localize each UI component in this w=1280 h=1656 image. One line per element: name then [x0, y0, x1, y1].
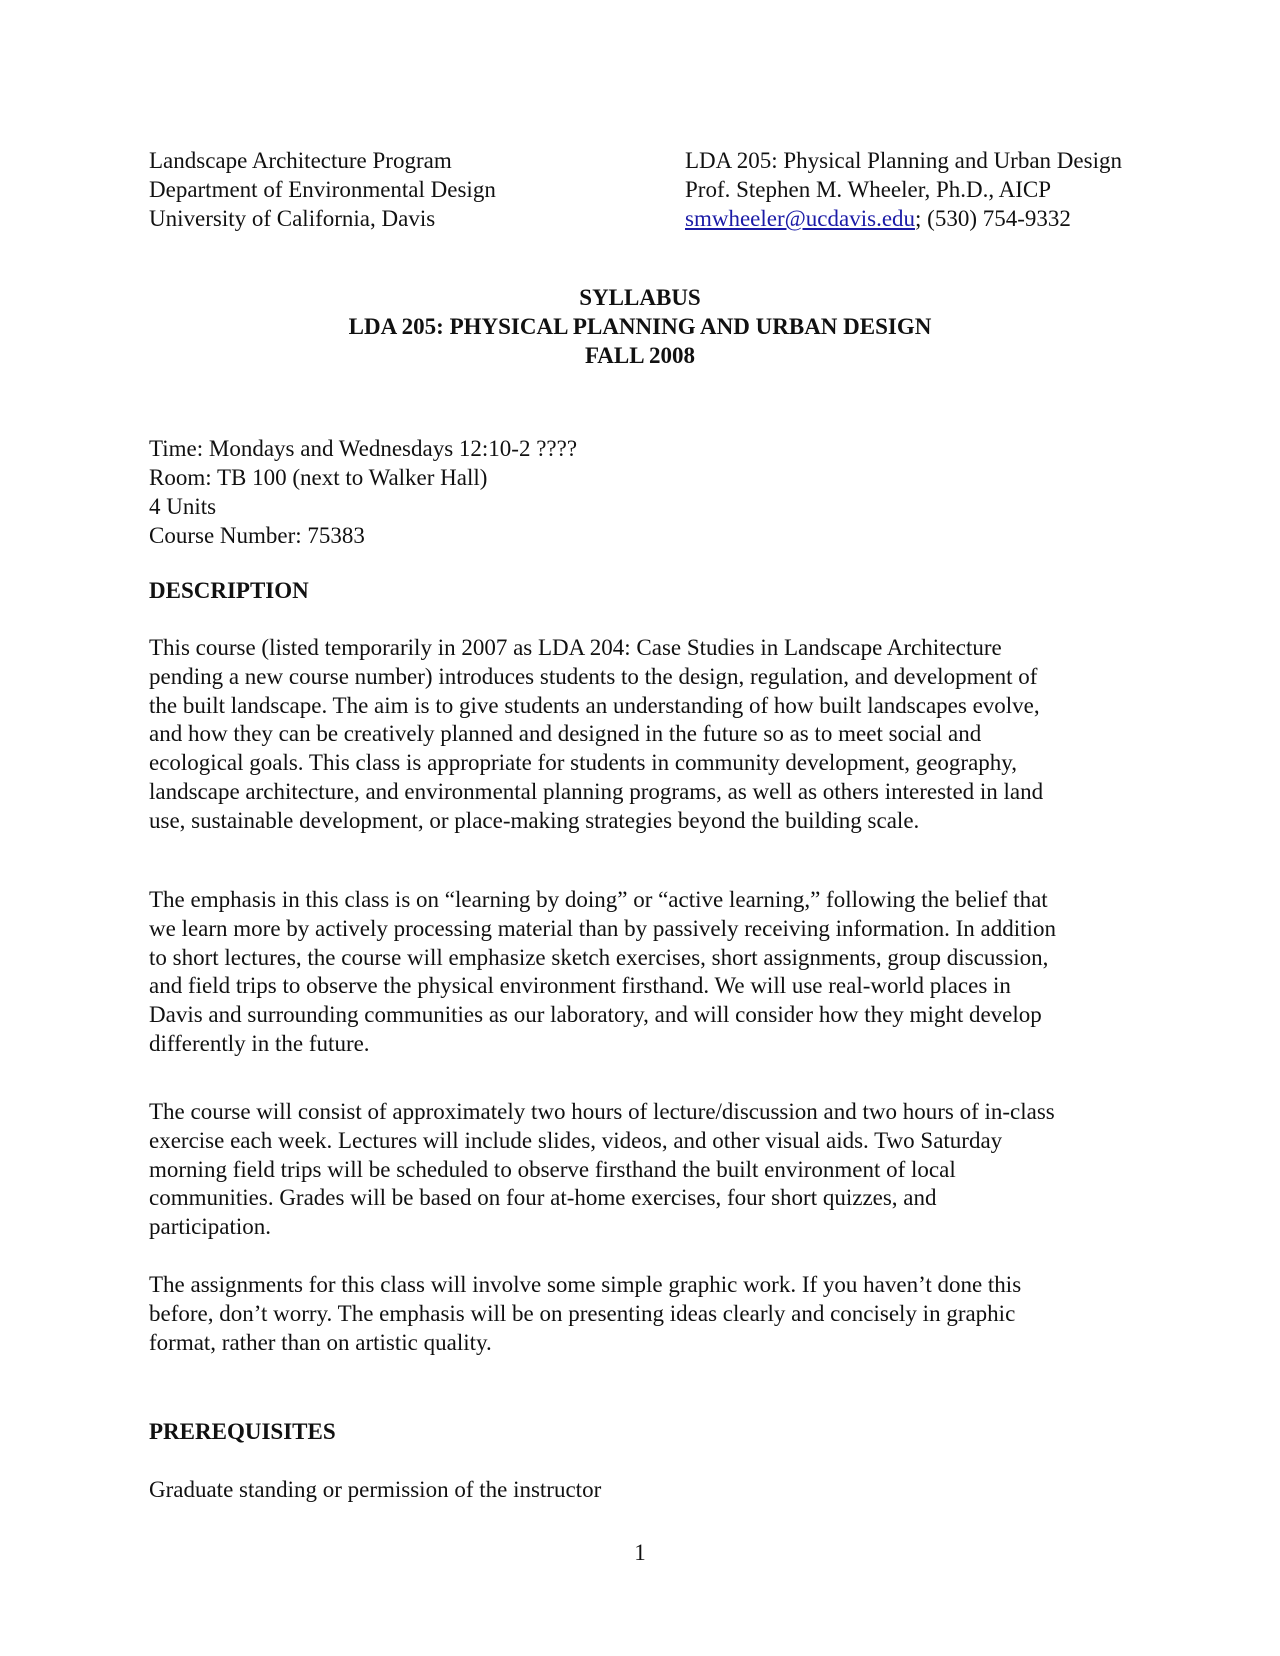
paragraph-line: Davis and surrounding communities as our laboratory, and will consider how they might develop [149, 1002, 1042, 1028]
university-name: University of California, Davis [149, 206, 436, 231]
description-heading: DESCRIPTION [149, 578, 309, 603]
description-paragraph-3 [149, 1098, 1159, 1242]
paragraph-line: ecological goals. This class is appropriate for students in community development, geography, [149, 750, 1018, 776]
paragraph-line: pending a new course number) introduces students to the design, regulation, and development of [149, 663, 1038, 689]
course-room: Room: TB 100 (next to Walker Hall) [149, 465, 488, 490]
description-paragraph-1 [149, 634, 1159, 836]
instructor-name: Prof. Stephen M. Wheeler, Ph.D., AICP [685, 177, 1051, 202]
program-info [149, 146, 496, 233]
title-line-2: LDA 205: PHYSICAL PLANNING AND URBAN DESIGN [348, 314, 932, 339]
paragraph-line: the built landscape. The aim is to give students an understanding of how built landscapes evolve, [149, 692, 1040, 718]
paragraph-line: communities. Grades will be based on four at-home exercises, four short quizzes, and [149, 1185, 937, 1211]
paragraph-line: to short lectures, the course will emphasize sketch exercises, short assignments, group discussion, [149, 944, 1049, 970]
page-number: 1 [634, 1540, 646, 1565]
paragraph-line: we learn more by actively processing material than by passively receiving information. In addition [149, 915, 1056, 941]
paragraph-line: The course will consist of approximately two hours of lecture/discussion and two hours of in-class [149, 1099, 1055, 1124]
paragraph-line: and field trips to observe the physical environment firsthand. We will use real-world places in [149, 973, 1011, 999]
paragraph-line: This course (listed temporarily in 2007 as LDA 204: Case Studies in Landscape Architecture [149, 635, 1002, 660]
course-title: LDA 205: Physical Planning and Urban Design [685, 148, 1122, 173]
contact-line [685, 204, 1122, 233]
paragraph-line: landscape architecture, and environmental planning programs, as well as others interested in land [149, 778, 1044, 804]
instructor-info [685, 146, 1122, 233]
prerequisites-text: Graduate standing or permission of the instructor [149, 1477, 602, 1502]
paragraph-line: format, rather than on artistic quality. [149, 1329, 492, 1355]
course-info [149, 434, 577, 550]
department-name: Department of Environmental Design [149, 177, 496, 202]
paragraph-line: differently in the future. [149, 1030, 370, 1056]
title-line-3: FALL 2008 [584, 343, 696, 368]
paragraph-line: and how they can be creatively planned and designed in the future so as to meet social and [149, 721, 982, 747]
course-number: Course Number: 75383 [149, 523, 365, 548]
paragraph-line: before, don’t worry. The emphasis will be on presenting ideas clearly and concisely in graphic [149, 1300, 1016, 1326]
paragraph-line: The emphasis in this class is on “learning by doing” or “active learning,” following the belief that [149, 887, 1048, 912]
paragraph-line: morning field trips will be scheduled to observe firsthand the built environment of local [149, 1156, 956, 1182]
phone-number: ; (530) 754-9332 [915, 206, 1071, 231]
syllabus-title [0, 283, 1280, 370]
email-link[interactable]: smwheeler@ucdavis.edu [685, 206, 916, 231]
paragraph-line: use, sustainable development, or place-making strategies beyond the building scale. [149, 807, 920, 833]
paragraph-line: participation. [149, 1214, 271, 1240]
description-paragraph-4 [149, 1271, 1159, 1357]
title-line-1: SYLLABUS [579, 285, 701, 310]
description-paragraph-2 [149, 886, 1159, 1059]
paragraph-line: The assignments for this class will involve some simple graphic work. If you haven’t done this [149, 1272, 1022, 1297]
prerequisites-heading: PREREQUISITES [149, 1419, 336, 1444]
course-time: Time: Mondays and Wednesdays 12:10-2 ???? [149, 436, 578, 461]
paragraph-line: exercise each week. Lectures will include slides, videos, and other visual aids. Two Saturday [149, 1127, 1003, 1153]
course-units: 4 Units [149, 494, 217, 519]
program-name: Landscape Architecture Program [149, 148, 452, 173]
